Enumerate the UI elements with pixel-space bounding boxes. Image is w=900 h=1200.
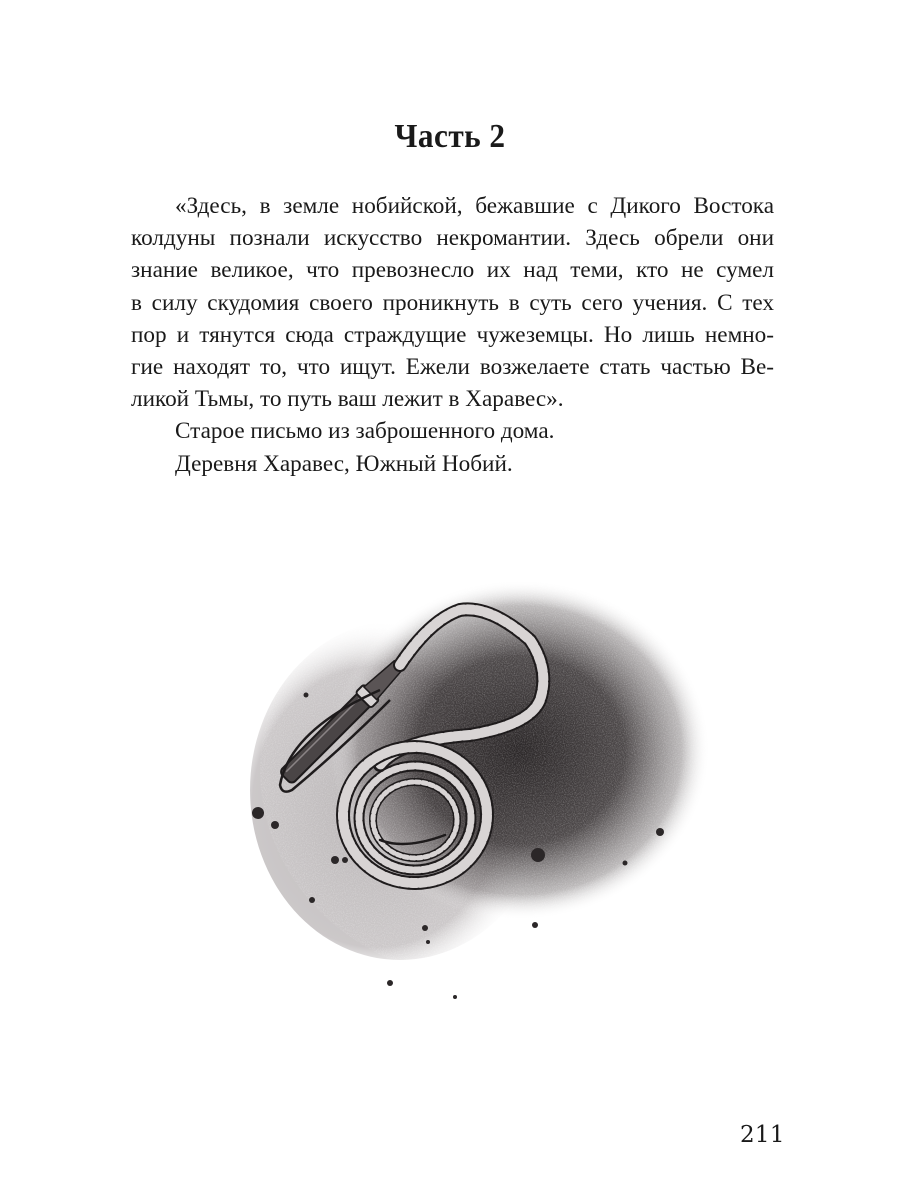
epigraph-line: гие находят то, что ищут. Ежели возжелаете стать частью Ве-	[131, 354, 774, 381]
chapter-title: Часть 2	[394, 118, 506, 155]
epigraph-line: ликой Тьмы, то путь ваш лежит в Харавес».	[131, 386, 564, 413]
epigraph-line: «Здесь, в земле нобийской, бежавшие с Дикого Востока	[175, 193, 774, 219]
epigraph-location: Деревня Харавес, Южный Нобий.	[175, 450, 513, 477]
whip-illustration	[230, 540, 730, 1020]
epigraph-line: знание великое, что превознесло их над теми, кто не сумел	[131, 257, 774, 284]
epigraph-line: колдуны познали искусство некромантии. Здесь обрели они	[131, 225, 774, 252]
epigraph	[131, 190, 774, 480]
whip-icon	[230, 540, 730, 1020]
epigraph-source: Старое письмо из заброшенного дома.	[175, 418, 555, 445]
page-number: 211	[740, 1122, 785, 1148]
epigraph-line: в силу скудомия своего проникнуть в суть сего учения. С тех	[131, 289, 774, 316]
epigraph-quote	[131, 190, 774, 415]
epigraph-line: пор и тянутся сюда страждущие чужеземцы. Но лишь немно-	[131, 321, 774, 348]
